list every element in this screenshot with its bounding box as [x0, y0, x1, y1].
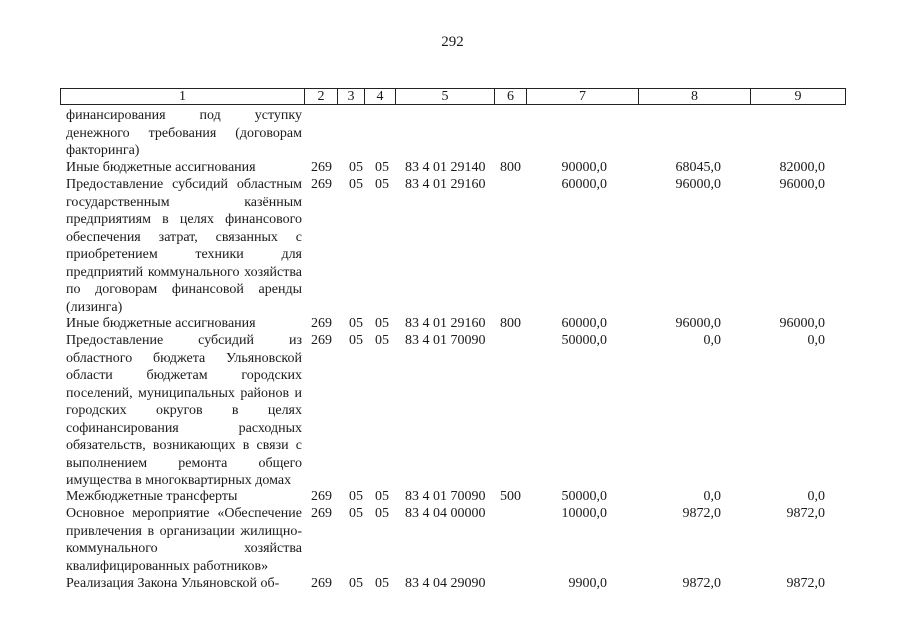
cell-expense-type: 800: [500, 160, 521, 175]
cell-subsection: 05: [375, 506, 389, 521]
cell-amount-9: 9872,0: [786, 576, 825, 591]
page-number: 292: [441, 34, 464, 50]
cell-expense-type: 800: [500, 316, 521, 331]
cell-expense-type: 500: [500, 489, 521, 504]
cell-amount-9: 96000,0: [779, 177, 825, 192]
cell-amount-9: 96000,0: [779, 316, 825, 331]
cell-amount-8: 0,0: [703, 333, 721, 348]
cell-target-code: 83 4 01 29160: [405, 177, 486, 192]
header-col-3: 3: [338, 88, 365, 105]
cell-section: 05: [349, 333, 363, 348]
cell-amount-8: 9872,0: [682, 506, 721, 521]
header-col-2: 2: [305, 88, 338, 105]
row-description: финансирования под уступку денежного требования (договорам факторинга): [66, 108, 302, 158]
cell-amount-9: 82000,0: [779, 160, 825, 175]
cell-section: 05: [349, 489, 363, 504]
row-description: Иные бюджетные ассигнования: [66, 160, 256, 175]
cell-subsection: 05: [375, 489, 389, 504]
header-col-4: 4: [365, 88, 396, 105]
cell-amount-7: 60000,0: [561, 316, 607, 331]
row-description: Предоставление субсидий областным государственным казённым предприятиям в целях финансового обеспечения затрат, связанных с приобретением техники для предприятий коммунального хозяйства по договорам финансовой аренды (лизинга): [66, 177, 302, 315]
cell-target-code: 83 4 01 70090: [405, 333, 486, 348]
cell-section: 05: [349, 576, 363, 591]
cell-ministry: 269: [311, 576, 332, 591]
cell-amount-8: 9872,0: [682, 576, 721, 591]
cell-ministry: 269: [311, 506, 332, 521]
cell-amount-8: 0,0: [703, 489, 721, 504]
cell-target-code: 83 4 01 29160: [405, 316, 486, 331]
cell-target-code: 83 4 04 00000: [405, 506, 486, 521]
header-col-9: 9: [751, 88, 846, 105]
cell-amount-7: 10000,0: [561, 506, 607, 521]
cell-subsection: 05: [375, 576, 389, 591]
cell-section: 05: [349, 506, 363, 521]
cell-amount-9: 0,0: [807, 333, 825, 348]
cell-ministry: 269: [311, 333, 332, 348]
cell-amount-8: 96000,0: [675, 316, 721, 331]
cell-ministry: 269: [311, 177, 332, 192]
cell-subsection: 05: [375, 160, 389, 175]
cell-ministry: 269: [311, 160, 332, 175]
cell-target-code: 83 4 01 70090: [405, 489, 486, 504]
cell-target-code: 83 4 04 29090: [405, 576, 486, 591]
cell-amount-8: 96000,0: [675, 177, 721, 192]
cell-amount-7: 50000,0: [561, 333, 607, 348]
cell-amount-7: 50000,0: [561, 489, 607, 504]
cell-section: 05: [349, 160, 363, 175]
cell-amount-7: 60000,0: [561, 177, 607, 192]
cell-target-code: 83 4 01 29140: [405, 160, 486, 175]
header-col-1: 1: [60, 88, 305, 105]
row-description: Реализация Закона Ульяновской об-: [66, 576, 280, 591]
cell-ministry: 269: [311, 316, 332, 331]
header-col-6: 6: [495, 88, 527, 105]
cell-subsection: 05: [375, 333, 389, 348]
cell-amount-8: 68045,0: [675, 160, 721, 175]
cell-subsection: 05: [375, 177, 389, 192]
row-description: Иные бюджетные ассигнования: [66, 316, 256, 331]
header-col-7: 7: [527, 88, 639, 105]
cell-amount-7: 9900,0: [568, 576, 607, 591]
row-description: Основное мероприятие «Обеспечение привлечения в организации жилищно-коммунального хозяйства квалифицированных работников»: [66, 506, 302, 574]
cell-ministry: 269: [311, 489, 332, 504]
cell-section: 05: [349, 316, 363, 331]
row-description: Предоставление субсидий из областного бюджета Ульяновской области бюджетам городских поселений, муниципальных районов и городских округов в целях софинансирования расходных обязательств, возникающих в связи с выполнением ремонта общего имущества в многоквартирных домах: [66, 333, 302, 488]
cell-subsection: 05: [375, 316, 389, 331]
cell-amount-7: 90000,0: [561, 160, 607, 175]
header-col-8: 8: [639, 88, 751, 105]
header-col-5: 5: [396, 88, 495, 105]
cell-section: 05: [349, 177, 363, 192]
cell-amount-9: 0,0: [807, 489, 825, 504]
cell-amount-9: 9872,0: [786, 506, 825, 521]
row-description: Межбюджетные трансферты: [66, 489, 238, 504]
